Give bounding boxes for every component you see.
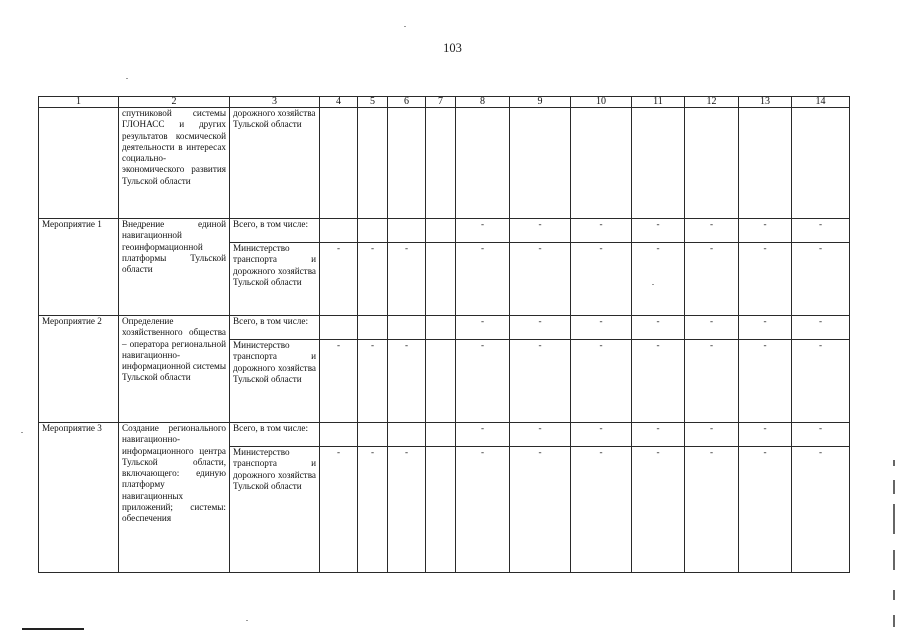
value-cell: - (632, 316, 685, 340)
value-cell (426, 108, 456, 219)
value-cell: - (571, 243, 632, 316)
value-cell: - (632, 340, 685, 423)
value-cell: - (632, 447, 685, 573)
value-cell: - (456, 447, 510, 573)
value-cell (388, 108, 426, 219)
value-cell (792, 108, 850, 219)
value-cell: - (571, 447, 632, 573)
value-cell (426, 447, 456, 573)
measures-table (38, 96, 850, 573)
column-number: 5 (358, 97, 388, 108)
value-cell: - (792, 243, 850, 316)
measure-description-cell: Внедрение единой навигационной геоинформационной платформы Тульской области (119, 219, 230, 316)
responsible-cell: Всего, в том числе: (230, 316, 320, 340)
responsible-cell: Министерство транспорта и дорожного хозяйства Тульской области (230, 243, 320, 316)
value-cell (358, 316, 388, 340)
column-number: 8 (456, 97, 510, 108)
column-number-row (39, 97, 850, 108)
column-number: 13 (739, 97, 792, 108)
value-cell: - (739, 447, 792, 573)
value-cell (320, 108, 358, 219)
value-cell: - (739, 316, 792, 340)
column-number: 12 (685, 97, 739, 108)
value-cell: - (571, 219, 632, 243)
responsible-cell: Министерство транспорта и дорожного хозяйства Тульской области (230, 447, 320, 573)
value-cell: - (739, 423, 792, 447)
value-cell: - (739, 340, 792, 423)
value-cell: - (358, 340, 388, 423)
column-number: 10 (571, 97, 632, 108)
table-row (39, 108, 850, 219)
measure-description-cell: Создание регионального навигационно-информационного центра Тульской области, включающего: единую платформу навигационных приложений; системы: обеспечения (119, 423, 230, 573)
scan-speck (246, 620, 248, 621)
value-cell: - (510, 243, 571, 316)
value-cell: - (792, 423, 850, 447)
responsible-cell: дорожного хозяйства Тульской области (230, 108, 320, 219)
table-row (39, 219, 850, 243)
scan-speck (652, 284, 654, 285)
value-cell: - (792, 340, 850, 423)
value-cell: - (632, 423, 685, 447)
page-number: 103 (443, 41, 462, 55)
responsible-cell: Всего, в том числе: (230, 423, 320, 447)
value-cell: - (632, 219, 685, 243)
value-cell: - (685, 423, 739, 447)
value-cell: - (571, 340, 632, 423)
value-cell: - (388, 340, 426, 423)
value-cell: - (358, 243, 388, 316)
responsible-cell: Министерство транспорта и дорожного хозяйства Тульской области (230, 340, 320, 423)
value-cell (426, 243, 456, 316)
value-cell (358, 108, 388, 219)
value-cell (510, 108, 571, 219)
value-cell: - (456, 423, 510, 447)
value-cell: - (510, 316, 571, 340)
value-cell: - (632, 243, 685, 316)
value-cell (426, 316, 456, 340)
scan-speck (126, 78, 128, 79)
value-cell (632, 108, 685, 219)
value-cell (358, 219, 388, 243)
value-cell: - (510, 340, 571, 423)
column-number: 1 (39, 97, 119, 108)
table-row (39, 316, 850, 340)
value-cell: - (388, 447, 426, 573)
value-cell (388, 316, 426, 340)
footnote-separator (22, 628, 84, 630)
value-cell: - (456, 219, 510, 243)
value-cell: - (685, 340, 739, 423)
measure-name-cell: Мероприятие 2 (39, 316, 119, 423)
value-cell: - (685, 219, 739, 243)
value-cell (739, 108, 792, 219)
measure-description-cell: Определение хозяйственного общества – оператора региональной навигационно-информационной системы Тульской области (119, 316, 230, 423)
value-cell (426, 423, 456, 447)
value-cell: - (456, 340, 510, 423)
value-cell: - (792, 316, 850, 340)
column-number: 2 (119, 97, 230, 108)
table-row (39, 423, 850, 447)
value-cell: - (571, 423, 632, 447)
value-cell (426, 340, 456, 423)
value-cell (320, 316, 358, 340)
measure-name-cell: Мероприятие 3 (39, 423, 119, 573)
column-number: 7 (426, 97, 456, 108)
value-cell (426, 219, 456, 243)
column-number: 3 (230, 97, 320, 108)
value-cell (358, 423, 388, 447)
value-cell (320, 219, 358, 243)
value-cell: - (388, 243, 426, 316)
value-cell: - (510, 423, 571, 447)
value-cell: - (685, 447, 739, 573)
value-cell: - (358, 447, 388, 573)
value-cell (685, 108, 739, 219)
value-cell (571, 108, 632, 219)
column-number: 9 (510, 97, 571, 108)
value-cell (456, 108, 510, 219)
value-cell: - (739, 243, 792, 316)
value-cell: - (320, 447, 358, 573)
scan-speck (21, 432, 23, 433)
column-number: 4 (320, 97, 358, 108)
value-cell: - (320, 340, 358, 423)
value-cell (320, 423, 358, 447)
measure-name-cell (39, 108, 119, 219)
scan-speck (404, 26, 406, 27)
value-cell: - (792, 447, 850, 573)
column-number: 14 (792, 97, 850, 108)
value-cell: - (685, 243, 739, 316)
value-cell: - (510, 219, 571, 243)
value-cell: - (571, 316, 632, 340)
responsible-cell: Всего, в том числе: (230, 219, 320, 243)
measure-name-cell: Мероприятие 1 (39, 219, 119, 316)
column-number: 6 (388, 97, 426, 108)
scan-edge-marks (891, 460, 899, 630)
value-cell (388, 219, 426, 243)
value-cell: - (685, 316, 739, 340)
column-number: 11 (632, 97, 685, 108)
value-cell: - (320, 243, 358, 316)
value-cell: - (792, 219, 850, 243)
measure-description-cell: спутниковой системы ГЛОНАСС и других результатов космической деятельности в интересах социально-экономического развития Тульской области (119, 108, 230, 219)
value-cell: - (510, 447, 571, 573)
value-cell: - (456, 243, 510, 316)
budget-table-sheet (38, 96, 850, 573)
value-cell: - (739, 219, 792, 243)
value-cell: - (456, 316, 510, 340)
value-cell (388, 423, 426, 447)
